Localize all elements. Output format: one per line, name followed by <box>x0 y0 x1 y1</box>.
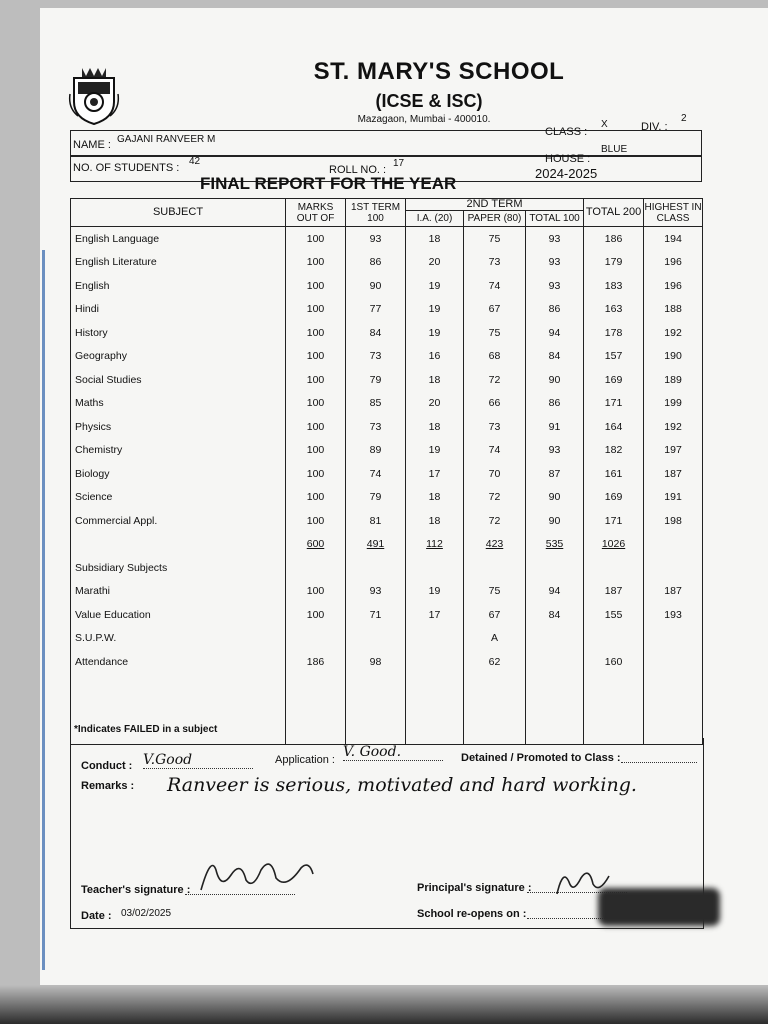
div-label: DIV. : <box>641 121 668 133</box>
total-cell: 178 <box>584 321 644 345</box>
ia-cell: 16 <box>406 345 464 369</box>
t1-cell <box>346 627 406 651</box>
out-of-cell: 100 <box>286 298 346 322</box>
ia-cell: 17 <box>406 462 464 486</box>
t1-cell: 79 <box>346 368 406 392</box>
total-cell: 186 <box>584 227 644 251</box>
ia-cell: 20 <box>406 392 464 416</box>
t1-cell <box>346 674 406 698</box>
header-paper: PAPER (80) <box>464 211 526 227</box>
ia-cell: 19 <box>406 439 464 463</box>
t1-cell: 98 <box>346 650 406 674</box>
ia-cell: 17 <box>406 603 464 627</box>
ia-cell: 19 <box>406 321 464 345</box>
highest-cell: 193 <box>644 603 703 627</box>
out-of-cell: 600 <box>286 533 346 557</box>
application-value: V. Good. <box>343 744 443 761</box>
subject-cell: Science <box>71 486 286 510</box>
highest-cell <box>644 650 703 674</box>
t2-cell: 84 <box>526 603 584 627</box>
school-reopens-label: School re-opens on : <box>417 908 527 920</box>
total-cell: 179 <box>584 251 644 275</box>
paper-cell: 72 <box>464 486 526 510</box>
table-row <box>71 298 703 322</box>
out-of-cell: 100 <box>286 227 346 251</box>
header-ia: I.A. (20) <box>406 211 464 227</box>
blank-row <box>71 674 703 698</box>
subject-cell: Chemistry <box>71 439 286 463</box>
t2-cell <box>526 697 584 721</box>
subject-cell: Marathi <box>71 580 286 604</box>
div-value: 2 <box>681 113 687 124</box>
teacher-signature-label: Teacher's signature : <box>81 884 191 896</box>
principal-signature-label: Principal's signature : <box>417 882 532 894</box>
header-second-term: 2ND TERM <box>406 199 584 211</box>
table-row <box>71 274 703 298</box>
t1-cell: 93 <box>346 227 406 251</box>
highest-cell <box>644 533 703 557</box>
t2-cell <box>526 556 584 580</box>
t2-cell <box>526 674 584 698</box>
header-subject: SUBJECT <box>71 199 286 227</box>
t1-cell: 93 <box>346 580 406 604</box>
out-of-cell: 100 <box>286 462 346 486</box>
ia-cell <box>406 627 464 651</box>
highest-cell: 198 <box>644 509 703 533</box>
table-row <box>71 486 703 510</box>
highest-cell <box>644 674 703 698</box>
out-of-cell: 100 <box>286 251 346 275</box>
highest-cell: 196 <box>644 251 703 275</box>
subject-cell: Maths <box>71 392 286 416</box>
t2-cell: 91 <box>526 415 584 439</box>
total-cell: 183 <box>584 274 644 298</box>
total-cell: 155 <box>584 603 644 627</box>
t1-cell <box>346 556 406 580</box>
remarks-text: Ranveer is serious, motivated and hard working. <box>167 774 637 796</box>
fail-note: *Indicates FAILED in a subject <box>74 724 218 735</box>
ia-cell: 18 <box>406 486 464 510</box>
ia-cell: 19 <box>406 298 464 322</box>
table-row <box>71 392 703 416</box>
ia-cell <box>406 674 464 698</box>
total-cell: 157 <box>584 345 644 369</box>
t1-cell: 85 <box>346 392 406 416</box>
highest-cell: 190 <box>644 345 703 369</box>
t2-cell: 86 <box>526 392 584 416</box>
table-row <box>71 345 703 369</box>
table-row <box>71 580 703 604</box>
paper-cell: 72 <box>464 509 526 533</box>
subject-cell: English Literature <box>71 251 286 275</box>
paper-cell: 423 <box>464 533 526 557</box>
subject-cell: Subsidiary Subjects <box>71 556 286 580</box>
ia-cell <box>406 556 464 580</box>
ia-cell <box>406 650 464 674</box>
highest-cell: 192 <box>644 321 703 345</box>
paper-cell: 67 <box>464 298 526 322</box>
school-board: (ICSE & ISC) <box>375 91 483 111</box>
t1-cell: 89 <box>346 439 406 463</box>
highest-cell: 191 <box>644 486 703 510</box>
highest-cell <box>644 627 703 651</box>
t2-cell: 90 <box>526 486 584 510</box>
t1-cell: 84 <box>346 321 406 345</box>
table-row <box>71 603 703 627</box>
header-total-100: TOTAL 100 <box>526 211 584 227</box>
ia-cell: 18 <box>406 415 464 439</box>
header-highest-in-class: HIGHEST IN CLASS <box>644 199 703 227</box>
subject-cell: Commercial Appl. <box>71 509 286 533</box>
out-of-cell: 100 <box>286 321 346 345</box>
out-of-cell <box>286 556 346 580</box>
t2-cell: 90 <box>526 368 584 392</box>
remarks-label: Remarks : <box>81 780 135 792</box>
paper-cell: 68 <box>464 345 526 369</box>
t2-cell <box>526 627 584 651</box>
paper-cell: 72 <box>464 368 526 392</box>
total-cell: 163 <box>584 298 644 322</box>
date-label: Date : <box>81 910 112 922</box>
paper-cell <box>464 556 526 580</box>
ia-cell: 19 <box>406 274 464 298</box>
ia-cell: 18 <box>406 227 464 251</box>
out-of-cell: 100 <box>286 368 346 392</box>
t2-cell: 94 <box>526 580 584 604</box>
marks-table-body <box>71 227 703 745</box>
subject-cell: Social Studies <box>71 368 286 392</box>
total-cell: 161 <box>584 462 644 486</box>
total-cell <box>584 556 644 580</box>
out-of-cell <box>286 697 346 721</box>
t2-cell: 84 <box>526 345 584 369</box>
class-value: X <box>601 119 608 130</box>
highest-cell <box>644 697 703 721</box>
subject-cell <box>71 674 286 698</box>
t1-cell: 73 <box>346 345 406 369</box>
students-value: 42 <box>189 156 201 167</box>
highest-cell: 188 <box>644 298 703 322</box>
student-name: GAJANI RANVEER M <box>117 134 216 145</box>
subject-cell: Physics <box>71 415 286 439</box>
table-row <box>71 321 703 345</box>
out-of-cell: 100 <box>286 509 346 533</box>
out-of-cell: 100 <box>286 415 346 439</box>
t1-cell: 86 <box>346 251 406 275</box>
ia-cell <box>406 697 464 721</box>
house-label: HOUSE : <box>545 153 591 165</box>
subject-cell: Value Education <box>71 603 286 627</box>
highest-cell: 194 <box>644 227 703 251</box>
total-cell: 160 <box>584 650 644 674</box>
name-label: NAME : <box>73 139 111 151</box>
table-row <box>71 650 703 674</box>
total-cell: 187 <box>584 580 644 604</box>
t1-cell: 77 <box>346 298 406 322</box>
highest-cell: 187 <box>644 580 703 604</box>
table-row <box>71 415 703 439</box>
detained-promoted-line <box>621 762 697 763</box>
table-row <box>71 439 703 463</box>
conduct-label: Conduct : <box>81 760 133 772</box>
t1-cell: 81 <box>346 509 406 533</box>
total-cell <box>584 674 644 698</box>
out-of-cell: 100 <box>286 439 346 463</box>
subject-cell: S.U.P.W. <box>71 627 286 651</box>
t2-cell: 87 <box>526 462 584 486</box>
t1-cell: 90 <box>346 274 406 298</box>
subject-cell: English Language <box>71 227 286 251</box>
t1-cell: 74 <box>346 462 406 486</box>
blank-row <box>71 697 703 721</box>
t1-cell: 71 <box>346 603 406 627</box>
total-cell: 1026 <box>584 533 644 557</box>
paper-cell: 66 <box>464 392 526 416</box>
out-of-cell: 186 <box>286 650 346 674</box>
paper-cell: A <box>464 627 526 651</box>
t2-cell: 535 <box>526 533 584 557</box>
roll-value: 17 <box>393 158 405 169</box>
total-cell: 182 <box>584 439 644 463</box>
highest-cell: 196 <box>644 274 703 298</box>
paper-cell: 74 <box>464 274 526 298</box>
ia-cell: 18 <box>406 509 464 533</box>
paper-cell: 70 <box>464 462 526 486</box>
total-cell: 169 <box>584 368 644 392</box>
paper-cell: 73 <box>464 251 526 275</box>
t1-cell <box>346 697 406 721</box>
school-name: ST. MARY'S SCHOOL <box>313 58 565 85</box>
out-of-cell: 100 <box>286 345 346 369</box>
table-row <box>71 368 703 392</box>
photo-shadow <box>0 985 768 1024</box>
out-of-cell: 100 <box>286 603 346 627</box>
total-cell <box>584 697 644 721</box>
highest-cell: 189 <box>644 368 703 392</box>
ia-cell: 112 <box>406 533 464 557</box>
table-row <box>71 627 703 651</box>
table-row <box>71 227 703 251</box>
paper-cell: 73 <box>464 415 526 439</box>
marks-table <box>70 198 703 745</box>
out-of-cell <box>286 674 346 698</box>
highest-cell: 199 <box>644 392 703 416</box>
highest-cell: 192 <box>644 415 703 439</box>
roll-label: ROLL NO. : <box>329 164 387 176</box>
highest-cell: 197 <box>644 439 703 463</box>
subject-cell: English <box>71 274 286 298</box>
paper-cell: 67 <box>464 603 526 627</box>
out-of-cell: 100 <box>286 274 346 298</box>
paper-cell: 74 <box>464 439 526 463</box>
school-address: Mazagaon, Mumbai - 400010. <box>357 114 491 125</box>
subject-cell: Attendance <box>71 650 286 674</box>
table-row <box>71 509 703 533</box>
t2-cell: 93 <box>526 251 584 275</box>
t2-cell: 86 <box>526 298 584 322</box>
redaction-smudge <box>598 888 720 926</box>
total-cell: 171 <box>584 509 644 533</box>
report-title: FINAL REPORT FOR THE YEAR <box>200 174 457 193</box>
ia-cell: 18 <box>406 368 464 392</box>
out-of-cell <box>286 627 346 651</box>
out-of-cell: 100 <box>286 392 346 416</box>
subsidiary-heading-row <box>71 556 703 580</box>
out-of-cell: 100 <box>286 486 346 510</box>
detained-promoted-label: Detained / Promoted to Class : <box>461 752 621 764</box>
students-label: NO. OF STUDENTS : <box>73 162 180 174</box>
house-value: BLUE <box>601 144 628 155</box>
conduct-value: V.Good <box>143 752 253 769</box>
header-first-term: 1ST TERM 100 <box>346 199 406 227</box>
t2-cell <box>526 650 584 674</box>
paper-cell: 75 <box>464 227 526 251</box>
highest-cell <box>644 556 703 580</box>
date-value: 03/02/2025 <box>121 908 172 919</box>
out-of-cell: 100 <box>286 580 346 604</box>
table-row <box>71 462 703 486</box>
class-label: CLASS : <box>545 126 588 138</box>
highest-cell: 187 <box>644 462 703 486</box>
totals-row <box>71 533 703 557</box>
total-cell: 164 <box>584 415 644 439</box>
t2-cell: 90 <box>526 509 584 533</box>
t2-cell: 93 <box>526 227 584 251</box>
t2-cell: 93 <box>526 439 584 463</box>
total-cell: 171 <box>584 392 644 416</box>
application-label: Application : <box>275 754 335 766</box>
paper-cell <box>464 674 526 698</box>
ia-cell: 20 <box>406 251 464 275</box>
subject-cell: Biology <box>71 462 286 486</box>
header-total-200: TOTAL 200 <box>584 199 644 227</box>
t2-cell: 94 <box>526 321 584 345</box>
subject-cell: Geography <box>71 345 286 369</box>
t1-cell: 491 <box>346 533 406 557</box>
ia-cell: 19 <box>406 580 464 604</box>
paper-cell <box>464 697 526 721</box>
subject-cell: Hindi <box>71 298 286 322</box>
total-cell <box>584 627 644 651</box>
paper-cell: 75 <box>464 321 526 345</box>
teacher-signature-icon <box>191 850 331 900</box>
report-year: 2024-2025 <box>535 166 598 181</box>
t2-cell: 93 <box>526 274 584 298</box>
t1-cell: 79 <box>346 486 406 510</box>
paper-cell: 62 <box>464 650 526 674</box>
teacher-signature-line <box>185 894 295 895</box>
page-edge-line <box>42 250 45 970</box>
subject-cell <box>71 533 286 557</box>
paper-cell: 75 <box>464 580 526 604</box>
header-marks-out-of: MARKS OUT OF <box>286 199 346 227</box>
t1-cell: 73 <box>346 415 406 439</box>
subject-cell: History <box>71 321 286 345</box>
table-row <box>71 251 703 275</box>
total-cell: 169 <box>584 486 644 510</box>
subject-cell <box>71 697 286 721</box>
